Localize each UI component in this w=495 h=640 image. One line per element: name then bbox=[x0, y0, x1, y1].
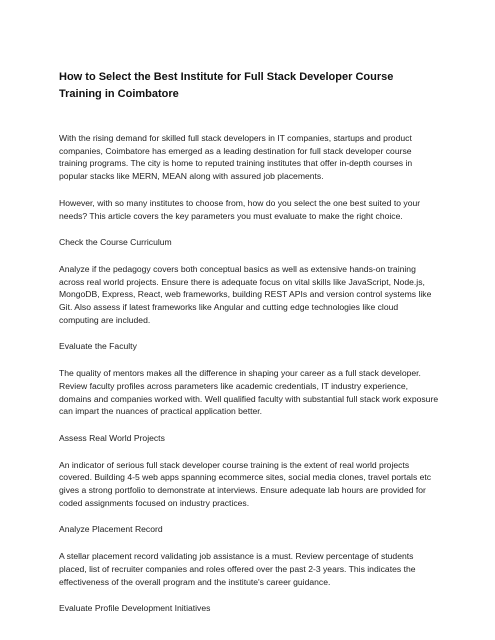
section-heading: Analyze Placement Record bbox=[59, 524, 163, 535]
section-body: The quality of mentors makes all the difference in shaping your career as a full stack developer. Review faculty profiles across parameters like academic credentials, IT industry experience, domains and companies worked with. Well qualified faculty with substantial full stack work exposure can impart the nuances of practical application better. bbox=[59, 368, 439, 417]
document-page bbox=[59, 69, 439, 629]
section-heading: Check the Course Curriculum bbox=[59, 237, 172, 248]
intro-paragraph: With the rising demand for skilled full stack developers in IT companies, startups and product companies, Coimbatore has emerged as a leading destination for full stack developer course training programs. The city is home to reputed training institutes that offer in-depth courses in popular stacks like MERN, MEAN along with assured job placements. bbox=[59, 133, 413, 182]
section-body: A stellar placement record validating job assistance is a must. Review percentage of students placed, list of recruiter companies and roles offered over the past 2-3 years. This indicates the effectiveness of the overall program and the institute's career guidance. bbox=[59, 551, 416, 587]
section-heading: Evaluate Profile Development Initiatives bbox=[59, 603, 211, 614]
section-body: An indicator of serious full stack developer course training is the extent of real world projects covered. Building 4-5 web apps spanning ecommerce sites, social media clones, travel portals etc gives a strong portfolio to demonstrate at interviews. Ensure adequate lab hours are provided for coded assignments focused on industry practices. bbox=[59, 459, 432, 508]
document-title: How to Select the Best Institute for Full Stack Developer Course Training in Coimbatore bbox=[59, 71, 394, 100]
section-heading: Evaluate the Faculty bbox=[59, 341, 137, 352]
intro-paragraph: However, with so many institutes to choose from, how do you select the one best suited to your needs? This article covers the key parameters you must evaluate to make the right choice. bbox=[59, 197, 421, 221]
section-body: Analyze if the pedagogy covers both conceptual basics as well as extensive hands-on training across real world projects. Ensure there is adequate focus on vital skills like JavaScript, Node.js, MongoDB, Express, React, web frameworks, building REST APIs and version control systems like Git. Also assess if latest frameworks like Angular and cutting edge technologies like cloud computing are included. bbox=[59, 263, 432, 325]
section-heading: Assess Real World Projects bbox=[59, 432, 165, 443]
